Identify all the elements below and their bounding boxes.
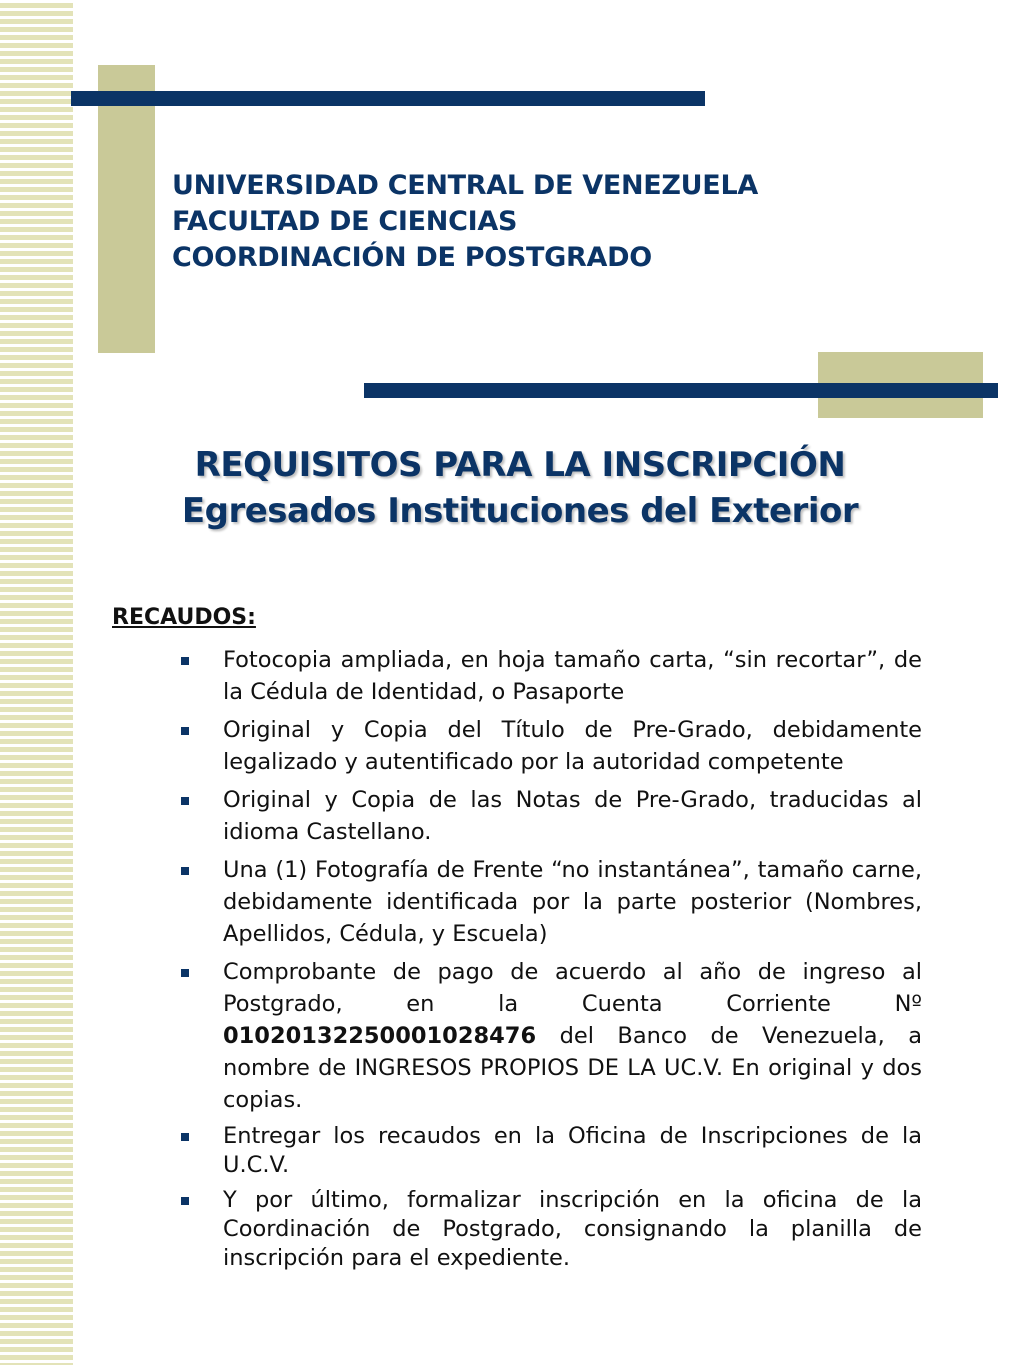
institution-header <box>172 168 758 276</box>
olive-block-top <box>98 65 155 353</box>
bullet-icon <box>181 797 189 805</box>
list-item <box>178 854 922 950</box>
bullet-icon <box>181 1133 189 1141</box>
list-item <box>178 784 922 848</box>
bullet-icon <box>181 657 189 665</box>
bullet-icon <box>181 727 189 735</box>
account-number: 01020132250001028476 <box>223 1023 537 1049</box>
list-item <box>178 644 922 708</box>
list-item-text: Entregar los recaudos en la Oficina de Inscripciones de la U.C.V. <box>223 1123 922 1178</box>
header-coordination: COORDINACIÓN DE POSTGRADO <box>172 242 652 273</box>
list-item-text: Una (1) Fotografía de Frente “no instantánea”, tamaño carne, debidamente identificada por la parte posterior (Nombres, Apellidos, Cédula, y Escuela) <box>223 857 922 947</box>
bullet-icon <box>181 969 189 977</box>
list-item <box>178 714 922 778</box>
header-faculty: FACULTAD DE CIENCIAS <box>172 206 518 237</box>
bullet-icon <box>181 867 189 875</box>
title-subtitle: Egresados Instituciones del Exterior <box>181 491 859 531</box>
list-item-text: Fotocopia ampliada, en hoja tamaño carta, “sin recortar”, de la Cédula de Identidad, o Pasaporte <box>223 647 922 705</box>
header-university: UNIVERSIDAD CENTRAL DE VENEZUELA <box>172 170 758 201</box>
list-item-text-after: del Banco de Venezuela, a nombre de INGRESOS PROPIOS DE LA UC.V. En original y dos copias. <box>223 1023 922 1113</box>
page-title <box>100 442 940 534</box>
list-item <box>178 956 922 1116</box>
list-item-text: Y por último, formalizar inscripción en la oficina de la Coordinación de Postgrado, consignando la planilla de inscripción para el expediente. <box>223 1187 922 1271</box>
requirements-list <box>178 644 922 1279</box>
navy-bar-right <box>364 383 998 398</box>
list-item-text: Original y Copia de las Notas de Pre-Grado, traducidas al idioma Castellano. <box>223 787 922 845</box>
section-label: RECAUDOS: <box>112 605 256 630</box>
bullet-icon <box>181 1197 189 1205</box>
list-item <box>178 1122 922 1180</box>
decorative-stripes <box>0 0 73 1365</box>
navy-bar-top <box>71 91 705 106</box>
list-item-text-before: Comprobante de pago de acuerdo al año de ingreso al Postgrado, en la Cuenta Corriente Nº <box>223 959 922 1017</box>
title-main: REQUISITOS PARA LA INSCRIPCIÓN <box>194 445 846 485</box>
list-item-text: Original y Copia del Título de Pre-Grado, debidamente legalizado y autentificado por la autoridad competente <box>223 717 922 775</box>
list-item <box>178 1186 922 1273</box>
